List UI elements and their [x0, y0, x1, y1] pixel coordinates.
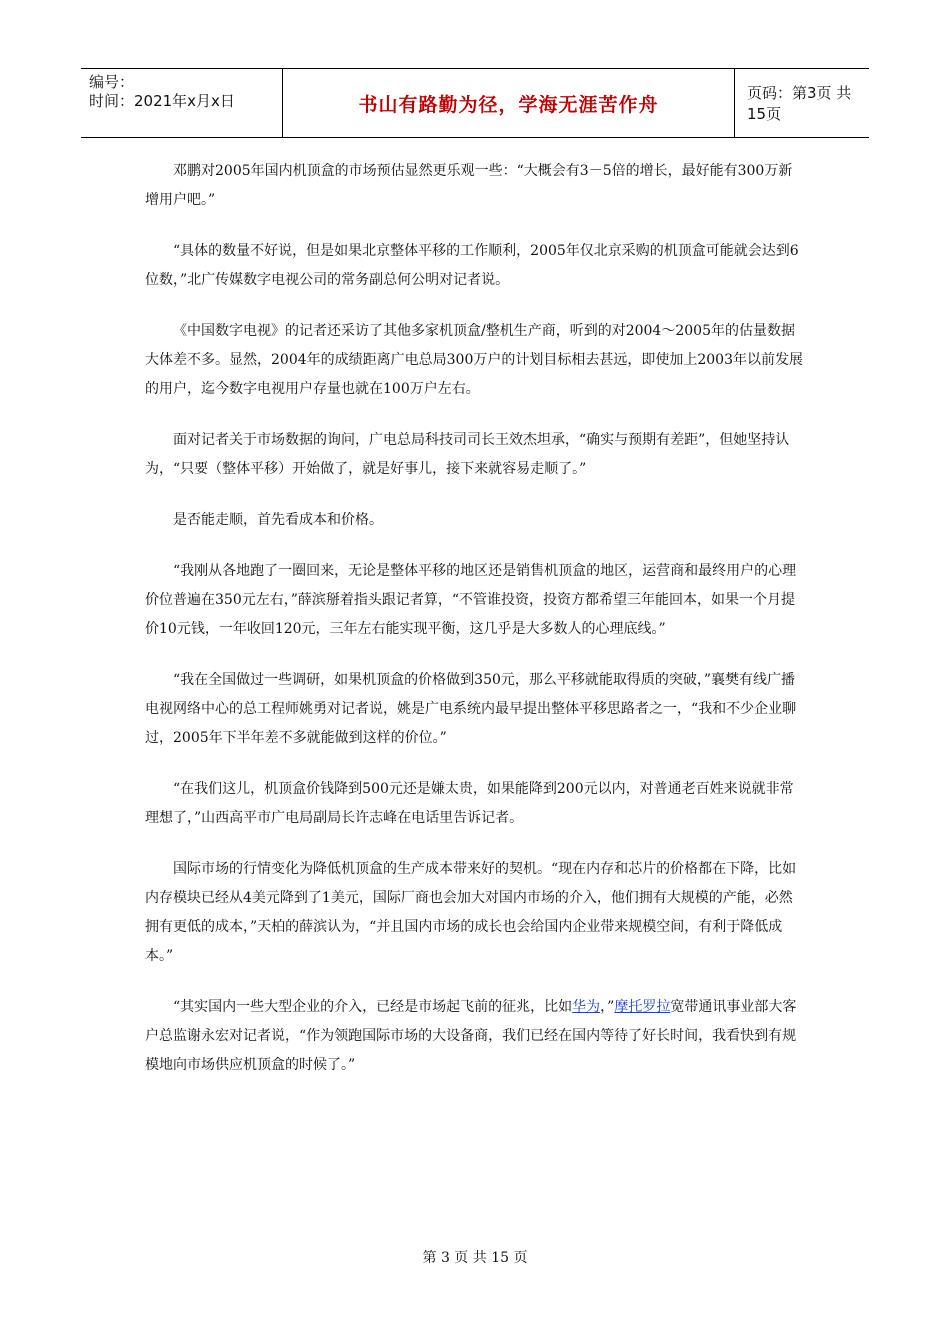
page-footer: 第 3 页 共 15 页: [422, 1250, 528, 1266]
paragraph-5: 是否能走顺，首先看成本和价格。: [173, 512, 383, 528]
huawei-link[interactable]: 华为: [572, 999, 601, 1015]
paragraph-8: “在我们这儿，机顶盒价钱降到500元还是嫌太贵，如果能降到200元以内，对普通老百姓来说就非常理想了，”山西高平市广电局副局长许志峰在电话里告诉记者。: [145, 781, 794, 826]
paragraph-10-text-c: 宽带通讯事业部大客户总监谢永宏对记者说，“作为领跑国际市场的大设备商，我们已经在国内等待了好长时间，我看快到有规模地向市场供应机顶盒的时候了。”: [145, 999, 797, 1073]
paragraph-9: 国际市场的行情变化为降低机顶盒的生产成本带来好的契机。“现在内存和芯片的价格都在下降，比如内存模块已经从4美元降到了1美元，国际厂商也会加大对国内市场的介入，他们拥有大规模的产能，必然拥有更低的成本，”天柏的薛滨认为，“并且国内市场的成长也会给国内企业带来规模空间，有利于降低成本。”: [145, 861, 797, 964]
paragraph-10-text-b: ，”: [600, 999, 615, 1015]
motto-text: 书山有路勤为径，学海无涯苦作舟: [358, 93, 659, 116]
paragraph-6: “我刚从各地跑了一圈回来，无论是整体平移的地区还是销售机顶盒的地区，运营商和最终用户的心理价位普遍在350元左右，”薛滨掰着指头跟记者算，“不管谁投资，投资方都希望三年能回本，如果一个月提价10元钱，一年收回120元，三年左右能实现平衡，这几乎是大多数人的心理底线。”: [145, 563, 797, 637]
paragraph-2: “具体的数量不好说，但是如果北京整体平移的工作顺利，2005年仅北京采购的机顶盒可能就会达到6位数，”北广传媒数字电视公司的常务副总何公明对记者说。: [145, 243, 799, 288]
paragraph-10: [145, 993, 805, 1080]
header-meta: [81, 69, 282, 137]
header-motto-cell: [282, 69, 735, 137]
paragraph-10-text-a: “其实国内一些大型企业的介入，已经是市场起飞前的征兆，比如: [173, 999, 573, 1015]
paragraph-4: 面对记者关于市场数据的询问，广电总局科技司司长王效杰坦承，“确实与预期有差距”，但她坚持认为，“只要（整体平移）开始做了，就是好事儿，接下来就容易走顺了。”: [145, 432, 790, 477]
motorola-link[interactable]: 摩托罗拉: [614, 999, 671, 1015]
article-body: [145, 157, 805, 1102]
paragraph-3: 《中国数字电视》的记者还采访了其他多家机顶盒/整机生产商，听到的对2004～2005年的估量数据大体差不多。显然，2004年的成绩距离广电总局300万户的计划目标相去甚远，即使加上2003年以前发展的用户，迄今数字电视用户存量也就在100万户左右。: [145, 323, 803, 397]
paragraph-7: “我在全国做过一些调研，如果机顶盒的价格做到350元，那么平移就能取得质的突破，”襄樊有线广播电视网络中心的总工程师姚勇对记者说，姚是广电系统内最早提出整体平移思路者之一，“我和不少企业聊过，2005年下半年差不多就能做到这样的价位。”: [145, 672, 797, 746]
number-label: 编号：: [89, 73, 135, 91]
paragraph-1: 邓鹏对2005年国内机顶盒的市场预估显然更乐观一些：“大概会有3－5倍的增长，最好能有300万新增用户吧。”: [145, 163, 793, 208]
date-line: 时间：2021年x月x日: [89, 92, 235, 110]
page-header: [81, 68, 869, 138]
header-page-info: 页码：第3页 共15页: [747, 84, 852, 123]
